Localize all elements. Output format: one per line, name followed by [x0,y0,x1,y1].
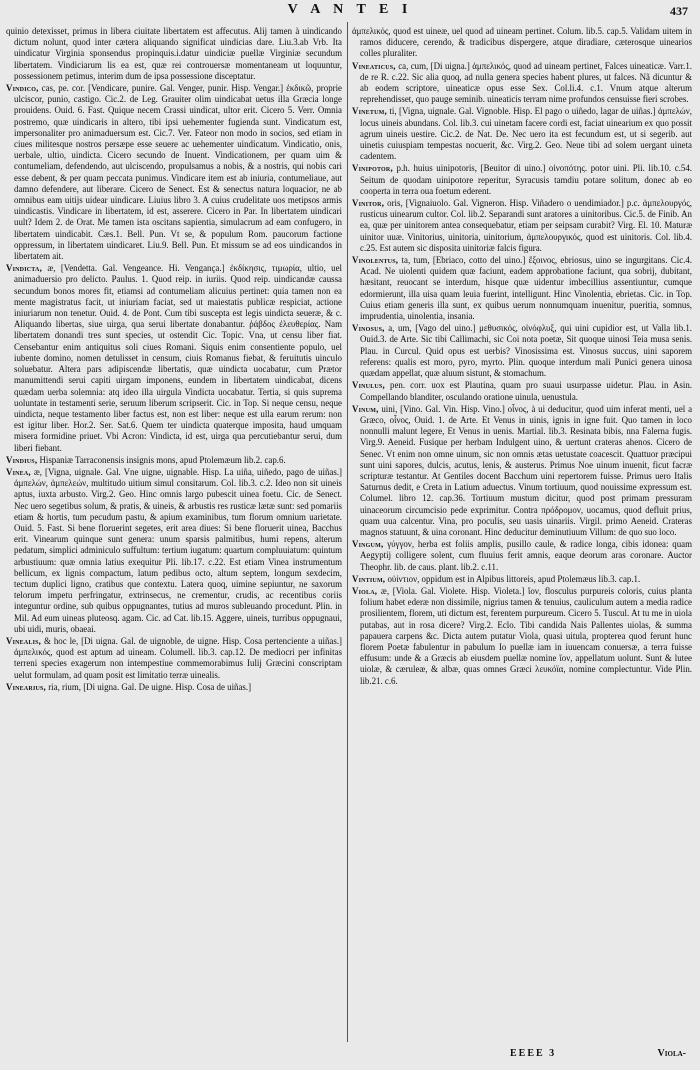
right-column [352,26,692,1040]
dictionary-entry [6,26,342,82]
entry-text: æ, [Vendetta. Gal. Vengeance. Hi. Vengança.] ἐκδίκησις, τιμωρία, ultio, uel animaduersio pro delicto. Paulus. 1. Quod reip. in iuriis. Quod reip. uindicandæ caussa secundum bonos mores fit, etiamsi ad contumeliam alicuius pertinet: quia tamen non ea mente magistratus facit, ut iniuriam faciat, sed ut maiestatis publicæ respiciat, actione iniuriarum non tenetur. Ouid. 4. de Pont. Cum tibi suscepta est legis uindicta seueræ, & c. Aliquando libertas, siue uirga, qua serui libertate donabantur. ῥάβδος ἐλευθερίας. Nam libertatem donandi tres sunt species, ut ostendit Cic. Topic. Vna, ut censu liber fiat. Censebantur enim antiquitus soli ciues Romani. Siquis enim consentiente populo, uel iubente domino, nomen detulisset in censum, ciuis Romanus fiebat, & feruitutis uinculo soluebatur. Altera pars adipiscendæ libertatis, quæ uindicta uocabatur, cum Prætor manumittendi serui capiti uirgam imponens, eundem in libertatem uindicabat, dicens quædam uerba solemnia: atq ideo illa uirgula Vindicta uocabatur. Tertia, si quis suprema uoluntate in testamenti serie, seruum liberum scripserit. Cic. in Top. Si neque censu, neque uindicta, neque testamento liber factus est, non est liber: neque est ulla earum rerum: non est igitur liber. Hor.2. Ser. Sat.6. Quem ter uindicta quaterque imposita, haud umquam misera formidine priuet. Vbi Acron: Vindicta, id est, uirga qua percutiebantur serui, dum liberi fiebant. [14,263,342,453]
dictionary-entry [352,163,692,197]
entry-text: cas, pe. cor. [Vendicare, punire. Gal. Venger, punir. Hisp. Vengar.] ἐκδικῶ, proprie ulciscor, punio, castigo. Cic.2. de Leg. Grauiter olim uindicabat uetus illa Græcia longe prouidens. Ouid. 6. Fast. Quique necem Crassi uindicat, ultor erit. Cicero 5. Verr. Omnia postremo, quæ uindicaris in altero, tibi ipsi uehementer fugienda sunt. Vindicatum est, impersonaliter pro animaduersum est. Cic.7. Ver. Fateor non modo in socios, sed etiam in ciues militesque nostros persæpe esse seuere ac uehementer uindicatum. Vindicatio, onis, uerbale, ultio, uindicta. Cicero secundo de Inuent. Vindicationem, per quam uim & contumeliam, defendendo, aut ulciscendo, propulsamus a nobis, & a nostris, qui nobis cari esse debent, & per quam peccata punimus. Vindicare item est ab iniuria, contumeliaue, aut damno defendere, aut liberare. Cicero de Senect. Est & senectus natura loquacior, ne ab omnibus eam uitijs uidear uindicare. Liuius libro 3. A cuius crudelitate uos metipsos armis uindicastis. Vindicare in libertatem, id est, asserere. Cicero in Par. In libertatem uindicari uult? Idem 2. de Orat. Me tamen ista oscitans sapientia, simulacrum ad eam confugero, in libertatem uindicabit. Cæs.1. Bell. Pun. Vt se, & populum Rom. paucorum factione oppressum, in libertatem uindicaret. Liu.9. Bell. Pun. Et missum se ad eos uindicandos in libertatem ait. [14,83,342,262]
entry-text: æ, [Vigna, uignale. Gal. Vne uigne, uignable. Hisp. La uiña, uiñedo, pago de uiñas.] ἀμπελών, ἀμπελεών, multitudo uitium simul consitarum. Col. lib.3. c.2. Ideo non sit uineis aptus, iuxta arbusto. Virg.2. Geo. Hinc omnis largo pubescit uinea foetu. Cic. de Senect. Nec uero segetibus solum, & pratis, & uineis, & arbustis res rusticæ lætæ sunt: sed pomariis etiam & hortis, tum pecudum pastu, & apium examinibus, tum florum omnium uarietate. Ouid. 5. Fast. Si bene floruerint segetes, erit area diues: Si bene floruerit uinea, Bacchus erit. Vinearum quinque sunt genera: unum sparsis palmitibus, humi repens, alterum pedatum, simplici adminiculo suffultum: tertium iugatum: quartum compluuiatum: quintum arbustiuum: quæ omnia latius exequitur Pli. lib.17. c.22. Est etiam Vinea instrumentum bellicum, ex lignis compactum, latum pedibus octo, altum septem, longum sexdecim, tectum duplici ligno, cratibus que contextu. Latera quoq, uimine sepiuntur, ne saxorum telorum impetu perfringatur, extrinsecus, ne crementur, crudis, ac recentibus coriis integuntur ordine, sub quibus oppugnantes, tutius ad muros subleuando procedunt. Plin. in Mil. Ad eum uineas pluteosq. agam. Cic. ad Cat. lib.15. Aggere, uineis, turribus oppugnaui, ubi uidi, muris, obaeai. [14,466,342,634]
entry-text: æ, [Viola. Gal. Violete. Hisp. Violeta.] ἴον, flosculus purpureis coloris, cuius planta folium habet ederæ non dissimile, nigrius tamen & tenuius, cauliculum autem a media radice prosilientem, florem, uti dictum est, ferentem purpureum. Cicero 5. Tuscul. At tu me in uiola putabas, aut in rosa dicere? Virg.2. Eclo. Tibi candida Nais Pallentes uiolas, & summa papauera carpens &c. Dicta autem putatur Viola, quasi uitula, propterea quod ferunt hunc florem Poetæ fabulentur in pabulum Io puellæ iam in iuuencam conuersæ, a terra fuisse effusum: unde & a Græcis ab eiusdem puellæ nomine ἴον, appellatum uolunt. Sunt & lutee uiolæ, & cæruleæ, & albæ, quas omnes Græci λευκόϊα, nomine complectuntur. Vide Plin. lib.21. c.6. [360,585,692,686]
dictionary-entry [6,682,342,693]
entry-headword: Vinosus, [352,323,385,334]
dictionary-entry [352,26,692,60]
dictionary-entry [6,467,342,635]
dictionary-entry [352,255,692,322]
entry-headword: Vinitor, [352,198,385,209]
entry-text: οὐίντιον, oppidum est in Alpibus littoreis, apud Ptolemæus lib.3. cap.1. [387,573,641,584]
entry-text: ta, tum, [Ebriaco, cotto del uino.] ἔξοινος, ebriosus, uino se ingurgitans. Cic.4. Acad. Ne uiolenti quidem quæ faciunt, eadem approbatione faciunt, qua sobrij, dubitant, hæsitant, reuocant se interdum, hisque quæ uidentur imbecillius assentiuntur, cumque edormierunt, illa uisa quam leuia fuerint, intelligunt. Hinc Vinolentia, ebrietas. Cic. in Top. Cuius etiam generis illa sunt, ex quibus uerum nonnumquam inuenitur, pueritia, somnus, imprudentia, uinolentia, insania. [360,255,692,322]
dictionary-entry [352,106,692,162]
entry-headword: Vineaticus, [352,60,396,71]
dictionary-entry [352,61,692,106]
entry-headword: Vindius, [6,454,38,465]
entry-headword: Viola, [352,585,378,596]
entry-text: ca, cum, [Di uigna.] ἀμπελικός, quod ad uineam pertinet, Falces uineaticæ. Varr.1. de re R. c.22. Sic alia quoq, ad nulla genera species habent plures, ut falces. Nã dicuntur & ab eodem scriptore, uineaticæ opus esse Sex. Col.li.4. c.1. Vnum atque alterum reprehendisset, quo pauge seminib. uineaticis terram nime profundos censuisse fieri scrobes. [360,60,692,105]
page-number: 437 [670,4,688,18]
catchword: Viola- [657,1048,686,1059]
dictionary-entry [352,404,692,538]
entry-headword: Vindicta, [6,263,42,274]
dictionary-entry [6,83,342,262]
entry-text: ti, [Vigna, uignale. Gal. Vignoble. Hisp. El pago o uiñedo, lagar de uiñas.] ἀμπελών, locus uineis abundans. Col. lib.3. cui uinetam facere cordi est, faciat uinearium ex quo possit agrum uineis uestire. Cic.2. de Nat. De. Nec uero ita est fecundum est, ut si segerib. aut uinetis cuiuspiam tempestas nocuerit, &c. Virg.2. Geo. Neue tibi ad solem uergant uineta cadentem. [360,106,692,162]
dictionary-entry [6,455,342,466]
left-column [6,26,342,1040]
entry-headword: Vingum, [352,539,384,550]
entry-headword: Vinetum, [352,106,387,117]
page-footer [0,1046,700,1064]
dictionary-entry [352,574,692,585]
entry-text: pen. corr. uox est Plautina, quam pro suaui usurpasse uidetur. Plau. in Asin. Compellando blanditer, osculando oratione uinula, uenustula. [360,380,692,402]
entry-text: quinio detexisset, primus in libera ciuitate libertatem est affecutus. Alij tamen à uindicando dictum nolunt, quod inter cætera aliquando significat uindicias dare. Liu.3.ab Vrb. Ita uindicatur Virginia sponsendus propinquis.i.datur uindiciæ puellæ Virginiæ secundum libertatem. Vindiciarum lis ea est, quæ rei controuersæ momentaneam ut loquuntur, possessionem petimus, interim dum de ipsa possessione disceptatur. [6,26,342,81]
entry-headword: Vinea, [6,466,31,477]
entry-headword: Vinipotor, [352,163,393,174]
dictionary-entry [352,586,692,687]
dictionary-entry [352,323,692,379]
running-head: V A N T E I [287,2,413,17]
entry-headword: Vinolentus, [352,255,399,266]
entry-text: a, um, [Vago del uino.] μεθυσικός, οἰνόφλυξ, qui uini cupidior est, ut Valla lib.1. Ouid.3. de Arte. Sic tibi Callimachi, sic Coi nota poetæ, Sit quoque uinosi Teia musa senis. Plau. in Curcul. Quid opus est uerbis? Vinosissima est. Vinosus succus, uini saporem referens: qualis est moro, pyro, myrto. Plin. quoque interdum mali Punici genera uinosa quædam appellat, quæ aluum sistunt, & stomachum. [360,323,692,379]
entry-text: ἀμπελικός, quod est uineæ, uel quod ad uineam pertinet. Colum. lib.5. cap.5. Validam uitem in ramos diducere, cerendo, & tradicibus dispergere, atque diradiare, cæterosque uinearios colles pluraliter. [352,26,692,59]
dictionary-entry [6,263,342,453]
entry-headword: Vintium, [352,573,386,584]
entry-text: ria, rium, [Di uigna. Gal. De uigne. Hisp. Cosa de uiñas.] [48,681,252,692]
entry-text: & hoc le, [Di uigna. Gal. de uignoble, de uigne. Hisp. Cosa pertenciente a uiñas.] ἀμπελικός, quod est aptum ad uineam. Columell. lib.3. cap.12. De mediocri per infinitas terreni species exagerum non intempestiue commemorabimus Iulij Græcini conscriptam uelut formulam, ad quam posit est limitatio terræ uinealis. [14,635,342,680]
dictionary-entry [352,380,692,402]
entry-headword: Vinearius, [6,681,46,692]
entry-headword: Vinealis, [6,635,42,646]
entry-headword: Vinulus, [352,380,385,391]
dictionary-entry [352,539,692,573]
dictionary-entry [6,636,342,681]
signature-mark: EEEE 3 [510,1048,557,1059]
entry-text: Hispaniæ Tarraconensis insignis mons, apud Ptolemæum lib.2. cap.6. [39,454,286,465]
entry-headword: Vindico, [6,83,39,94]
entry-text: oris, [Vignaiuolo. Gal. Vigneron. Hisp. Viñadero o uendimiador.] p.c. ἀμπελουργός, rusticus uinearum cultor. Col. lib.2. Separandi sunt aratores a uinitoribus. Cic.5. de Finib. An ea, quæ per uinitorem antea consequebatur, etiam per seipsam curabit? Virg. El. 10. Maturæ uinitor uuæ. Vinitorius, uinitoria, uinitorium, ἀμπελουργικός, quod est uinitoris. Col. lib.4. c.25. Est autem sic disposita uinitoriæ falcis figura. [360,198,692,253]
entry-text: uini, [Vino. Gal. Vin. Hisp. Vino.] οἶνος, à ui deducitur, quod uim inferat menti, uel a Græco, οἶνος, Ouid. 1. de Arte. Et Venus in uinis, ignis in igne fuit. Quo tamen in loco nonnulli malunt legere, Et Venus in uenis. Martial. lib.3. Resinata bibis, nna Falerna fugis. Virg.9. Aeneid. Fusique per herbam Indulgent uino, & uertunt crateras ahenos. Cicero de Senec. Vt enim non omne uinum, sic non omnis ætas uetustate coacescit. Quattuor præcipui sunt uini sapores, dulcis, acutus, lenis, & austerus. Primus Noe uinum inuenit, ficut facræ scripturæ testantur. At Gentiles docent Bacchum uini repertorem fuisse. Primus uero Italis Saturnus dedit, e Creta in Latium aduectus. Vinum tortiuum, quod nouissime expressum est. Columel. libro 12. cap.36. Tortiuum mustum dicitur, quod post primam pressuram uinaceorum circumcisio pede exprimitur. Contra πρόδρομον, uocamus, quod defluit prius, quam uua calcentur. Vina, pro poculis, seu uasis uinariis. Virgil. primo Aeneid. Crateras magnos statuunt, & uina coronant. Hinc deducitur deminutiuum Villum: de quo suo loco. [360,403,692,537]
column-divider [347,22,348,1042]
entry-headword: Vinum, [352,403,379,414]
entry-text: γύγγον, herba est foliis amplis, pusillo caule, & radice longa, cibis idonea: quam Aegyptij colligere solent, cum fluuius ferit amnis, eaque deorum aras coronare. Auctor Theophr. lib. de caus. plant. lib.2. c.11. [360,539,692,572]
dictionary-entry [352,198,692,254]
entry-text: p.h. huius uinipotoris, [Beuitor di uino.] οἰνοπότης. potor uini. Pli. lib.10. c.54. Seitum de quodam uinipotore reperitur, Syracusis tamdiu potare solitum, donec ab eo cooperta in terra oua foetum ederent. [360,163,692,196]
